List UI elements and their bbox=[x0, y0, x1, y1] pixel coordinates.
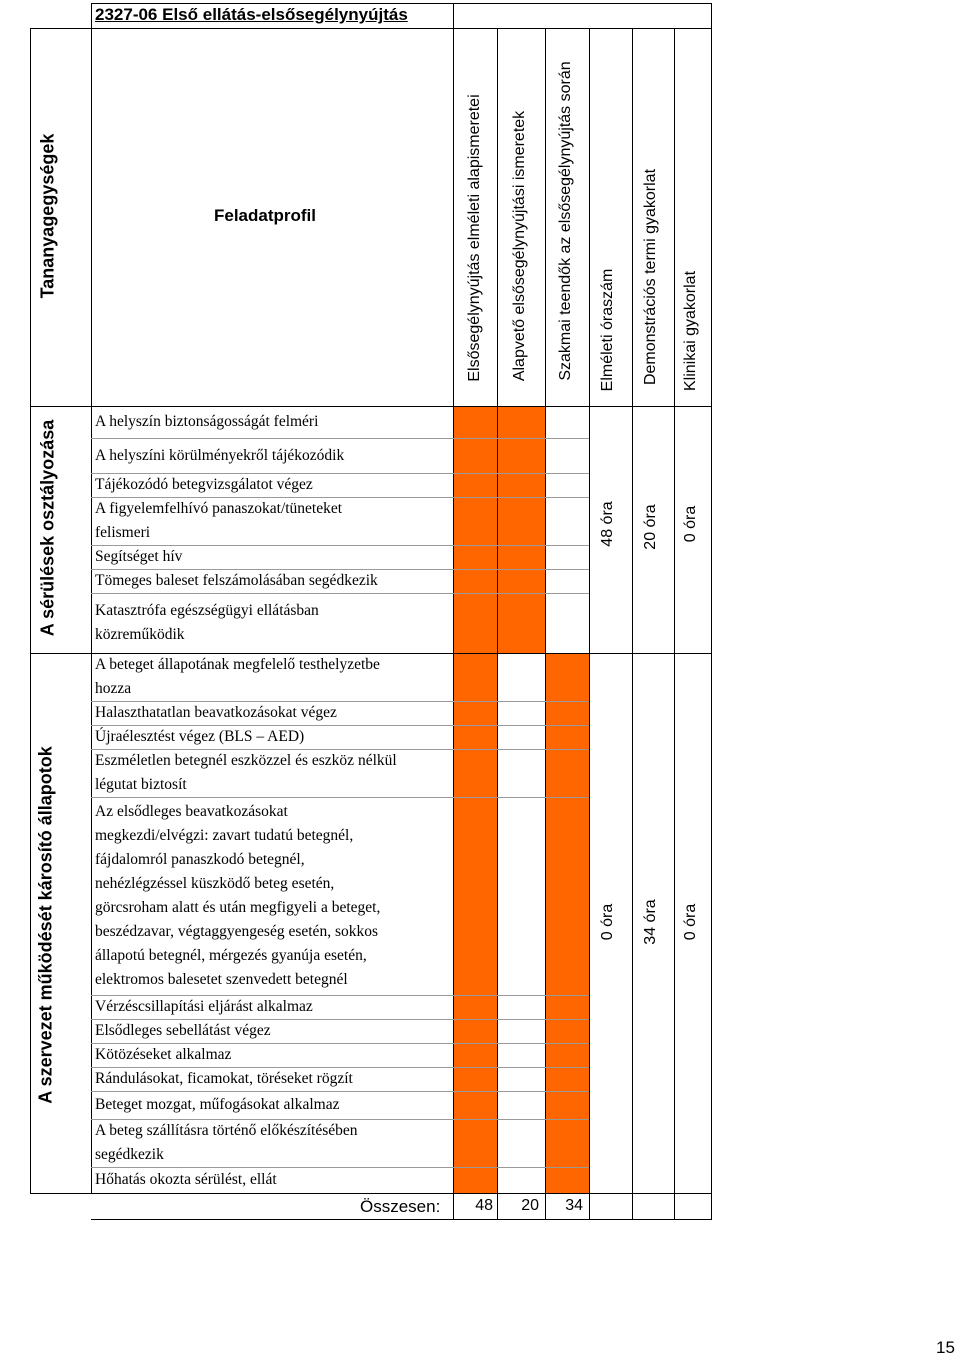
group-label-1: A sérülések osztályozása bbox=[37, 419, 58, 637]
mark-cell bbox=[546, 798, 589, 995]
task-row-text bbox=[95, 1043, 231, 1067]
mark-cell bbox=[454, 498, 497, 545]
task-row-text bbox=[95, 800, 380, 992]
page-number: 15 bbox=[936, 1338, 955, 1357]
task-line: Halaszthatatlan beavatkozásokat végez bbox=[95, 704, 337, 721]
column-line bbox=[674, 28, 675, 1219]
task-line: Tömeges baleset felszámolásában segédkezik bbox=[95, 572, 378, 589]
mark-cell bbox=[454, 1092, 497, 1119]
mark-cell bbox=[454, 1044, 497, 1067]
group2-hours-theory: 0 óra bbox=[599, 903, 616, 941]
task-line: Beteget mozgat, műfogásokat alkalmaz bbox=[95, 1096, 340, 1113]
group1-hours-demo: 20 óra bbox=[642, 504, 659, 550]
mark-cell bbox=[454, 996, 497, 1019]
group2-hours-demo: 34 óra bbox=[642, 899, 659, 945]
task-line: Eszméletlen betegnél eszközzel és eszköz nélkül bbox=[95, 752, 397, 769]
task-line: hozza bbox=[95, 680, 132, 697]
row-line bbox=[91, 3, 712, 4]
mark-cell bbox=[498, 439, 545, 473]
mark-cell bbox=[546, 1020, 589, 1043]
task-row-text bbox=[95, 701, 337, 725]
header-units-label: Tananyagegységek bbox=[37, 133, 58, 299]
mark-cell bbox=[454, 726, 497, 749]
mark-cell bbox=[454, 1120, 497, 1167]
task-line: segédkezik bbox=[95, 1146, 164, 1163]
mark-cell bbox=[546, 702, 589, 725]
task-line: görcsroham alatt és után megfigyeli a beteget, bbox=[95, 899, 381, 916]
mark-cell bbox=[498, 498, 545, 545]
task-line: felismeri bbox=[95, 524, 151, 541]
task-row-text bbox=[95, 1168, 277, 1192]
task-row-text bbox=[95, 995, 313, 1019]
mark-cell bbox=[454, 1168, 497, 1193]
mark-cell bbox=[454, 407, 497, 438]
task-line: A figyelemfelhívó panaszokat/tüneteket bbox=[95, 500, 343, 517]
header-subject-2: Alapvető elsősegélynyújtási ismeretek bbox=[511, 110, 528, 382]
mark-cell bbox=[546, 1068, 589, 1091]
task-row-text bbox=[95, 599, 319, 647]
task-line: A beteget állapotának megfelelő testhelyzetbe bbox=[95, 656, 380, 673]
task-row-text bbox=[95, 410, 318, 434]
mark-cell bbox=[546, 750, 589, 797]
mark-cell bbox=[498, 407, 545, 438]
task-line: Újraélesztést végez (BLS – AED) bbox=[95, 728, 305, 745]
task-row-text bbox=[95, 1019, 271, 1043]
total-subject-1: 48 bbox=[475, 1197, 493, 1214]
column-line bbox=[589, 28, 590, 1219]
mark-cell bbox=[454, 439, 497, 473]
group-label-2: A szervezet működését károsító állapotok bbox=[35, 746, 56, 1104]
row-line bbox=[30, 406, 712, 407]
task-row-text bbox=[95, 749, 397, 797]
mark-cell bbox=[498, 570, 545, 593]
task-line: állapotú betegnél, mérgezés gyanúja esetén, bbox=[95, 947, 367, 964]
mark-cell bbox=[498, 546, 545, 569]
mark-cell bbox=[454, 474, 497, 497]
header-hours-clinical: Klinikai gyakorlat bbox=[682, 270, 699, 392]
mark-cell bbox=[546, 654, 589, 701]
row-line bbox=[30, 28, 712, 29]
column-line bbox=[632, 28, 633, 1219]
task-line: Tájékozódó betegvizsgálatot végez bbox=[95, 476, 313, 493]
task-line: beszédzavar, végtaggyengeség esetén, sokkos bbox=[95, 923, 379, 940]
task-line: A helyszín biztonságosságát felméri bbox=[95, 413, 319, 430]
mark-cell bbox=[546, 1120, 589, 1167]
header-profile-label: Feladatprofil bbox=[214, 206, 317, 225]
mark-cell bbox=[454, 654, 497, 701]
mark-cell bbox=[454, 702, 497, 725]
header-hours-theory: Elméleti óraszám bbox=[599, 268, 616, 392]
mark-cell bbox=[498, 594, 545, 653]
task-line: Katasztrófa egészségügyi ellátásban bbox=[95, 602, 319, 619]
task-line: Vérzéscsillapítási eljárást alkalmaz bbox=[95, 998, 313, 1015]
task-line: nehézlégzéssel küszködő beteg esetén, bbox=[95, 875, 335, 892]
column-line bbox=[91, 3, 92, 28]
header-subject-1: Elsősegélynyújtás elméleti alapismeretei bbox=[466, 94, 483, 382]
task-line: A beteg szállításra történő előkészítésében bbox=[95, 1122, 358, 1139]
row-divider bbox=[91, 797, 589, 798]
table-title: 2327-06 Első ellátás-elsősegélynyújtás bbox=[95, 5, 408, 24]
task-line: Rándulásokat, ficamokat, töréseket rögzít bbox=[95, 1070, 353, 1087]
task-line: légutat biztosít bbox=[95, 776, 187, 793]
group2-hours-clinical: 0 óra bbox=[682, 903, 699, 941]
mark-cell bbox=[454, 594, 497, 653]
task-row-text bbox=[95, 1067, 353, 1091]
column-line bbox=[711, 3, 712, 1219]
mark-cell bbox=[454, 798, 497, 995]
group1-hours-theory: 48 óra bbox=[599, 501, 616, 547]
task-row-text bbox=[95, 473, 313, 497]
total-label: Összesen: bbox=[360, 1197, 441, 1216]
total-subject-3: 34 bbox=[565, 1197, 583, 1214]
group1-hours-clinical: 0 óra bbox=[682, 505, 699, 543]
task-row-text bbox=[95, 497, 342, 545]
mark-cell bbox=[454, 750, 497, 797]
total-subject-2: 20 bbox=[521, 1197, 539, 1214]
mark-cell bbox=[546, 1092, 589, 1119]
task-row-text bbox=[95, 569, 378, 593]
task-row-text bbox=[95, 653, 380, 701]
mark-cell bbox=[546, 1044, 589, 1067]
task-line: elektromos balesetet szenvedett betegnél bbox=[95, 971, 348, 988]
task-line: Segítséget hív bbox=[95, 548, 183, 565]
row-line bbox=[30, 1193, 712, 1194]
mark-cell bbox=[498, 474, 545, 497]
mark-cell bbox=[546, 1168, 589, 1193]
task-line: Az elsődleges beavatkozásokat bbox=[95, 803, 288, 820]
task-line: közreműködik bbox=[95, 626, 185, 643]
row-divider bbox=[91, 1091, 589, 1092]
task-row-text bbox=[95, 725, 304, 749]
task-line: fájdalomról panaszkodó betegnél, bbox=[95, 851, 305, 868]
task-line: Elsődleges sebellátást végez bbox=[95, 1022, 271, 1039]
task-line: Hőhatás okozta sérülést, ellát bbox=[95, 1171, 277, 1188]
header-hours-demo: Demonstrációs termi gyakorlat bbox=[642, 168, 659, 386]
column-line bbox=[30, 28, 31, 1194]
mark-cell bbox=[454, 1068, 497, 1091]
mark-cell bbox=[546, 726, 589, 749]
task-row-text bbox=[95, 545, 182, 569]
mark-cell bbox=[546, 996, 589, 1019]
task-line: A helyszíni körülményekről tájékozódik bbox=[95, 447, 345, 464]
mark-cell bbox=[454, 546, 497, 569]
task-line: megkezdi/elvégzi: zavart tudatú betegnél, bbox=[95, 827, 354, 844]
header-subject-3: Szakmai teendők az elsősegélynyújtás során bbox=[557, 61, 574, 381]
mark-cell bbox=[454, 570, 497, 593]
row-line bbox=[453, 1219, 712, 1220]
task-line: Kötözéseket alkalmaz bbox=[95, 1046, 232, 1063]
task-row-text bbox=[95, 444, 344, 468]
task-row-text bbox=[95, 1119, 358, 1167]
row-line bbox=[91, 1219, 454, 1220]
mark-cell bbox=[454, 1020, 497, 1043]
task-row-text bbox=[95, 1093, 339, 1117]
